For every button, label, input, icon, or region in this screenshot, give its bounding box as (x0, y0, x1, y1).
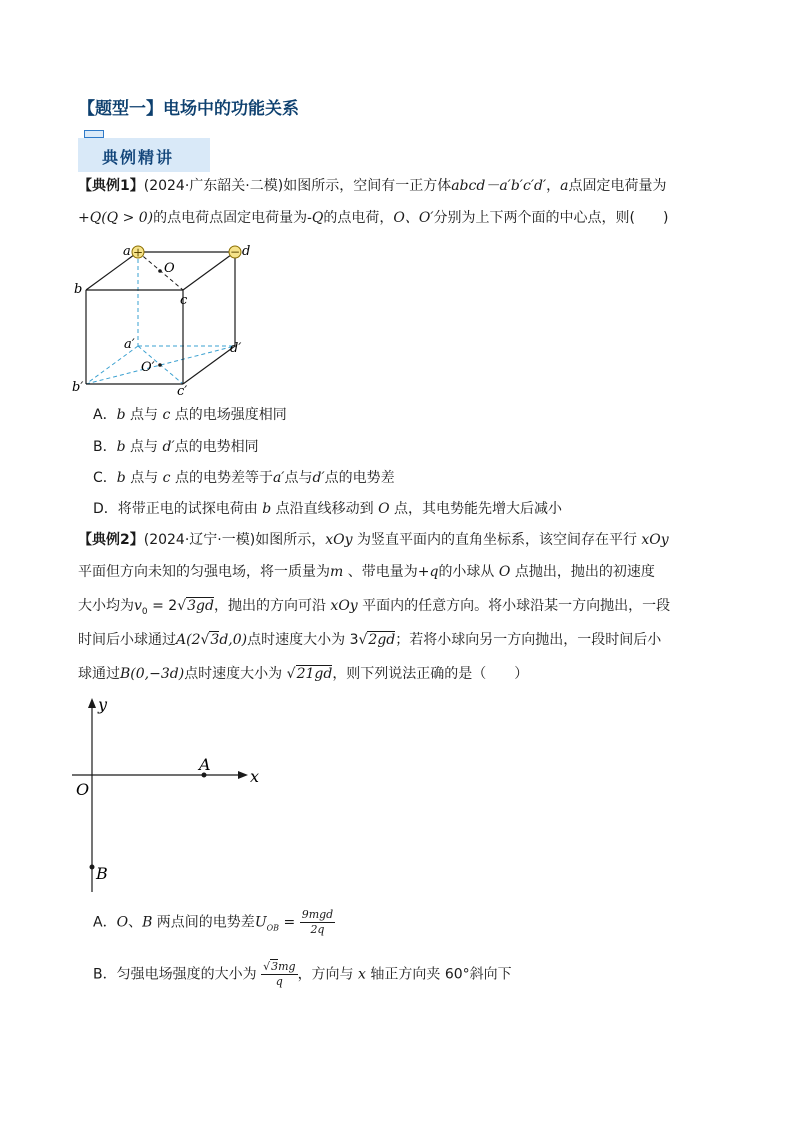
label-a: a (123, 244, 131, 259)
y-label: y (98, 695, 108, 714)
label-O-prime: O′ (141, 360, 155, 375)
y-axis-arrow-icon (88, 698, 96, 708)
plus-sign: + (132, 245, 144, 260)
edge-c-prime-d-prime (183, 346, 235, 384)
ex1-line1: 【典例1】(2024·广东韶关·二模)如图所示，空间有一正方体abcd－a′b′c′d′，a点固定电荷量为 (78, 178, 667, 194)
banner-label: 典例精讲 (102, 148, 175, 167)
section-title: 【题型一】电场中的功能关系 (78, 99, 299, 119)
edge-cd (183, 252, 235, 290)
coordinate-figure (70, 692, 270, 897)
ex2-line3: 大小均为$v_0 = 2√3gd$，抛出的方向可沿 xOy 平面内的任意方向。将小球沿某一方向抛出，一段 (78, 598, 671, 617)
ex1-option-b[interactable]: B．b 点与 d′点的电势相同 (93, 439, 259, 455)
label-A: A (199, 755, 211, 774)
fraction: $\frac{√3mg}{q}$ (263, 960, 296, 988)
fraction: $\frac{\text{9mgd}}{2q}$ (301, 908, 334, 936)
label-c: c (180, 293, 188, 308)
ex2-option-a[interactable]: A．O、B 两点间的电势差$U_{OB}$ = $\frac{\text{9mgd}}{2q}$ (93, 908, 334, 936)
ex2-line2: 平面但方向未知的匀强电场，将一质量为m 、带电量为+q的小球从 O 点抛出，抛出的初速度 (78, 564, 655, 580)
banner-decoration (84, 130, 104, 138)
ex2-option-b[interactable]: B．匀强电场强度的大小为 $\frac{√3mg}{q}$ ，方向与 x 轴正方向夹 60°斜向下 (93, 960, 512, 988)
ex1-option-c[interactable]: C．b 点与 c 点的电势差等于a′点与d′点的电势差 (93, 470, 395, 486)
ex2-tag: 【典例2】 (78, 532, 144, 548)
point-B (90, 865, 95, 870)
cube-figure (70, 236, 260, 396)
ex2-line1: 【典例2】(2024·辽宁·一模)如图所示，xOy 为竖直平面内的直角坐标系，该空间存在平行 xOy (78, 532, 669, 548)
label-B: B (96, 864, 108, 883)
ex1-option-d[interactable]: D．将带正电的试探电荷由 b 点沿直线移动到 O 点，其电势能先增大后减小 (93, 501, 563, 517)
point-O-prime (158, 363, 162, 367)
ex2-line5: 球通过B(0,−3d)点时速度大小为 √21gd，则下列说法正确的是（ ） (78, 666, 529, 682)
ex1-tag: 【典例1】 (78, 178, 144, 194)
label-O: O (164, 261, 175, 276)
label-b-prime: b′ (72, 380, 84, 395)
ex1-line2: +Q(Q > 0)的点电荷点固定电荷量为-Q的点电荷，O、O′分别为上下两个面的中心点，则( ) (78, 210, 669, 226)
origin-label: O (76, 780, 90, 799)
example-banner (78, 138, 210, 172)
point-O (158, 269, 162, 273)
label-b: b (74, 282, 83, 297)
ex2-line4: 时间后小球通过A(2√3d,0)点时速度大小为 3√2gd；若将小球向另一方向抛出，一段时间后小 (78, 632, 662, 648)
x-axis-arrow-icon (238, 771, 248, 779)
x-label: x (250, 767, 260, 786)
label-d: d (242, 244, 251, 259)
minus-sign: − (229, 245, 241, 259)
label-a-prime: a′ (124, 337, 135, 352)
label-c-prime: c′ (177, 384, 188, 396)
ex1-option-a[interactable]: A．b 点与 c 点的电场强度相同 (93, 407, 287, 423)
label-d-prime: d′ (230, 341, 242, 356)
